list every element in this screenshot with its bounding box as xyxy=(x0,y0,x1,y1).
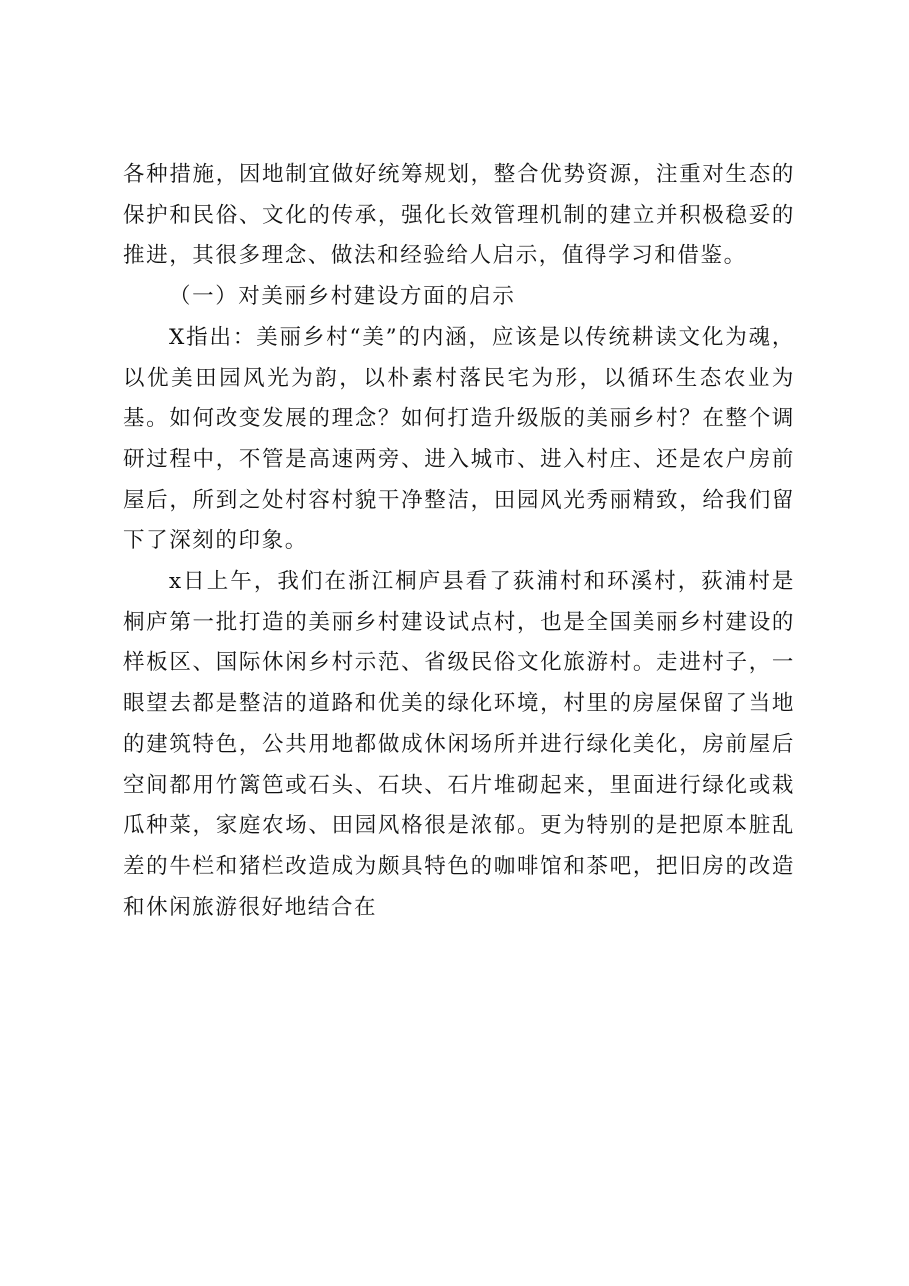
section-heading: （一）对美丽乡村建设方面的启示 xyxy=(169,284,516,310)
document-page xyxy=(123,155,795,928)
paragraph-beautiful-village-meaning: X指出：美丽乡村“美”的内涵，应该是以传统耕读文化为魂，以优美田园风光为韵，以朴素村落民宅为形，以循环生态农业为基。如何改变发展的理念？如何打造升级版的美丽乡村？在整个调研过程中，不管是高速两旁、进入城市、进入村庄、还是农户房前屋后，所到之处村容村貌干净整洁，田园风光秀丽精致，给我们留下了深刻的印象。 xyxy=(123,324,795,554)
paragraph-village-visit: x日上午，我们在浙江桐庐县看了荻浦村和环溪村，荻浦村是桐庐第一批打造的美丽乡村建设试点村，也是全国美丽乡村建设的样板区、国际休闲乡村示范、省级民俗文化旅游村。走进村子，一眼望去都是整洁的道路和优美的绿化环境，村里的房屋保留了当地的建筑特色，公共用地都做成休闲场所并进行绿化美化，房前屋后空间都用竹篱笆或石头、石块、石片堆砌起来，里面进行绿化或栽瓜种菜，家庭农场、田园风格很是浓郁。更为特别的是把原本脏乱差的牛栏和猪栏改造成为颇具特色的咖啡馆和茶吧，把旧房的改造和休闲旅游很好地结合在 xyxy=(123,569,795,920)
paragraph-continuation: 各种措施，因地制宜做好统筹规划，整合优势资源，注重对生态的保护和民俗、文化的传承，强化长效管理机制的建立并积极稳妥的推进，其很多理念、做法和经验给人启示，值得学习和借鉴。 xyxy=(123,162,795,269)
